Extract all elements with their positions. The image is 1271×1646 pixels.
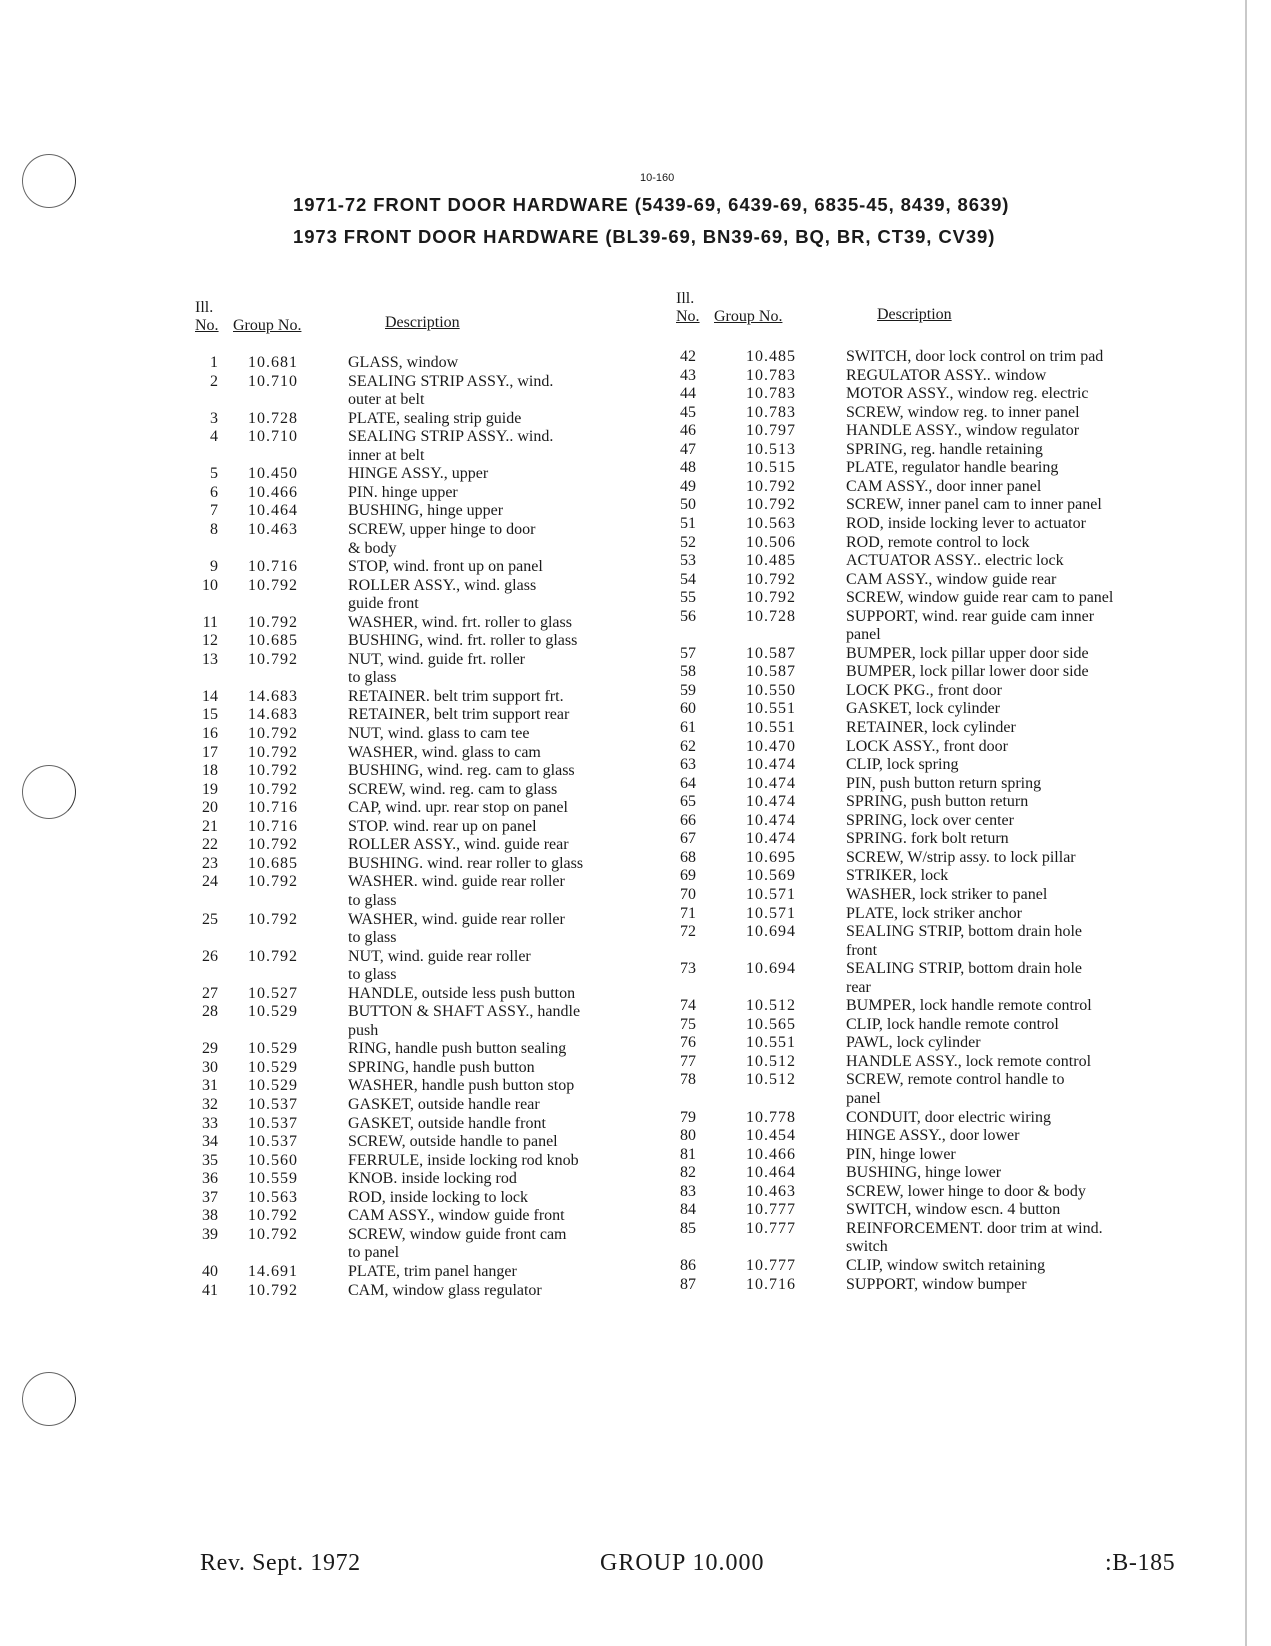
item-group-number: 10.571 xyxy=(746,904,796,922)
item-description: SEALING STRIP ASSY.. wind. xyxy=(348,428,554,446)
item-number: 85 xyxy=(680,1219,696,1237)
left-header-description: Description xyxy=(385,314,460,331)
item-number: 54 xyxy=(680,570,696,588)
item-description: LOCK PKG., front door xyxy=(846,681,1002,699)
page-edge-line xyxy=(1245,0,1247,1646)
item-description: SCREW, window reg. to inner panel xyxy=(846,403,1080,421)
item-group-number: 10.777 xyxy=(746,1256,796,1274)
item-group-number: 10.681 xyxy=(248,354,298,371)
item-group-number: 10.792 xyxy=(248,836,298,854)
item-description: SEALING STRIP ASSY., wind. xyxy=(348,372,554,390)
item-number: 57 xyxy=(680,644,696,662)
item-group-number: 10.792 xyxy=(248,947,298,965)
item-group-number: 10.474 xyxy=(746,830,796,848)
item-description: BUSHING, wind. frt. roller to glass xyxy=(348,632,578,650)
item-group-number: 10.466 xyxy=(248,483,298,501)
item-number: 15 xyxy=(202,706,218,724)
item-group-number: 10.512 xyxy=(746,1071,796,1089)
item-description: SCREW, inner panel cam to inner panel xyxy=(846,496,1102,514)
item-group-number: 10.529 xyxy=(248,1040,298,1058)
item-number: 1 xyxy=(210,354,218,371)
footer-page-number: :B-185 xyxy=(1105,1550,1176,1576)
item-number: 76 xyxy=(680,1034,696,1052)
item-description: SWITCH, door lock control on trim pad xyxy=(846,348,1104,365)
item-number: 86 xyxy=(680,1256,696,1274)
item-description: MOTOR ASSY., window reg. electric xyxy=(846,385,1089,403)
item-description: SPRING. fork bolt return xyxy=(846,830,1009,848)
item-description: PLATE, sealing strip guide xyxy=(348,409,522,427)
item-group-number: 10.792 xyxy=(248,780,298,798)
item-number: 9 xyxy=(210,558,218,576)
item-description: FERRULE, inside locking rod knob xyxy=(348,1151,579,1169)
item-group-number: 10.551 xyxy=(746,1034,796,1052)
item-group-number: 10.792 xyxy=(248,650,298,668)
item-description: GASKET, lock cylinder xyxy=(846,700,1000,718)
item-description: BUMPER, lock pillar lower door side xyxy=(846,663,1089,681)
item-number: 10 xyxy=(202,576,218,594)
item-description-continued: rear xyxy=(846,978,871,996)
item-number: 26 xyxy=(202,947,218,965)
item-description-continued: switch xyxy=(846,1238,888,1256)
item-group-number: 10.513 xyxy=(746,440,796,458)
item-description: CAM ASSY., window guide front xyxy=(348,1207,565,1225)
item-number: 36 xyxy=(202,1170,218,1188)
item-description: RING, handle push button sealing xyxy=(348,1040,567,1058)
item-number: 12 xyxy=(202,632,218,650)
item-description: SCREW, upper hinge to door xyxy=(348,520,536,538)
item-description: CAM ASSY., window guide rear xyxy=(846,570,1057,588)
item-description: GASKET, outside handle rear xyxy=(348,1096,540,1113)
item-group-number: 10.777 xyxy=(746,1201,796,1219)
item-description: WASHER, handle push button stop xyxy=(348,1077,575,1095)
right-header-description: Description xyxy=(877,306,952,323)
item-group-number: 10.792 xyxy=(248,1281,298,1299)
item-description: PIN, push button return spring xyxy=(846,774,1042,792)
item-description: WASHER, wind. frt. roller to glass xyxy=(348,613,572,631)
item-group-number: 10.728 xyxy=(248,409,298,427)
item-description: KNOB. inside locking rod xyxy=(348,1170,517,1188)
item-number: 35 xyxy=(202,1151,218,1169)
item-number: 70 xyxy=(680,885,696,903)
item-description: SUPPORT, wind. rear guide cam inner xyxy=(846,607,1095,625)
item-group-number: 10.716 xyxy=(248,799,298,817)
item-group-number: 10.470 xyxy=(746,737,796,755)
item-description: RETAINER. belt trim support frt. xyxy=(348,687,564,705)
item-number: 75 xyxy=(680,1015,696,1033)
item-description: SCREW, remote control handle to xyxy=(846,1071,1065,1089)
item-group-number: 10.778 xyxy=(746,1108,796,1126)
item-description-continued: inner at belt xyxy=(348,446,425,464)
item-number: 78 xyxy=(680,1071,696,1089)
item-description: CLIP, window switch retaining xyxy=(846,1256,1046,1274)
item-number: 2 xyxy=(210,372,218,390)
item-group-number: 10.792 xyxy=(746,496,796,514)
item-number: 22 xyxy=(202,836,218,854)
header-ill-label: Ill. xyxy=(676,290,695,307)
item-description: BUSHING, hinge lower xyxy=(846,1164,1002,1182)
item-description: WASHER, wind. glass to cam xyxy=(348,743,541,761)
item-number: 84 xyxy=(680,1201,696,1219)
item-description-continued: to glass xyxy=(348,929,397,947)
item-group-number: 10.792 xyxy=(248,613,298,631)
item-description: PIN. hinge upper xyxy=(348,483,458,501)
item-number: 77 xyxy=(680,1052,696,1070)
item-group-number: 10.464 xyxy=(746,1164,796,1182)
item-number: 19 xyxy=(202,780,218,798)
item-group-number: 10.485 xyxy=(746,348,796,365)
item-group-number: 10.485 xyxy=(746,552,796,570)
item-group-number: 10.694 xyxy=(746,923,796,941)
item-group-number: 10.537 xyxy=(248,1096,298,1113)
item-number: 17 xyxy=(202,743,218,761)
item-number: 87 xyxy=(680,1275,696,1293)
item-description-continued: to glass xyxy=(348,669,397,687)
item-group-number: 10.728 xyxy=(746,607,796,625)
item-description: PAWL, lock cylinder xyxy=(846,1034,981,1052)
item-number: 39 xyxy=(202,1225,218,1243)
item-group-number: 10.792 xyxy=(248,873,298,891)
item-group-number: 10.792 xyxy=(746,570,796,588)
item-description: HANDLE, outside less push button xyxy=(348,984,576,1002)
item-group-number: 10.792 xyxy=(248,910,298,928)
item-number: 30 xyxy=(202,1058,218,1076)
item-number: 6 xyxy=(210,483,218,501)
item-description: ROLLER ASSY., wind. glass xyxy=(348,576,537,594)
item-number: 16 xyxy=(202,725,218,742)
item-description: STOP. wind. rear up on panel xyxy=(348,817,537,835)
item-number: 20 xyxy=(202,799,218,817)
item-description: PLATE, trim panel hanger xyxy=(348,1262,517,1280)
item-description: CONDUIT, door electric wiring xyxy=(846,1108,1051,1126)
item-number: 64 xyxy=(680,774,696,792)
item-group-number: 10.792 xyxy=(248,576,298,594)
item-group-number: 10.506 xyxy=(746,533,796,551)
item-group-number: 10.529 xyxy=(248,1058,298,1076)
item-description: WASHER, lock striker to panel xyxy=(846,885,1048,903)
item-description: BUTTON & SHAFT ASSY., handle xyxy=(348,1003,581,1021)
item-group-number: 10.529 xyxy=(248,1077,298,1095)
binder-hole-middle xyxy=(22,765,76,819)
item-group-number: 10.529 xyxy=(248,1003,298,1021)
item-description-continued: panel xyxy=(846,1090,881,1107)
item-group-number: 10.559 xyxy=(248,1170,298,1188)
item-group-number: 14.691 xyxy=(248,1262,298,1280)
item-number: 71 xyxy=(680,904,696,922)
item-description: CLIP, lock spring xyxy=(846,756,959,774)
item-number: 18 xyxy=(202,762,218,780)
item-group-number: 10.797 xyxy=(746,422,796,440)
item-description: BUSHING, hinge upper xyxy=(348,502,504,520)
item-number: 43 xyxy=(680,366,696,384)
item-group-number: 10.716 xyxy=(248,558,298,576)
item-number: 34 xyxy=(202,1133,218,1151)
item-group-number: 10.710 xyxy=(248,428,298,446)
item-number: 67 xyxy=(680,830,696,848)
item-number: 11 xyxy=(202,613,218,631)
page-title-line-1: 1971-72 FRONT DOOR HARDWARE (5439-69, 6439-69, 6835-45, 8439, 8639) xyxy=(293,194,1010,215)
item-description: SCREW, window guide front cam xyxy=(348,1225,567,1243)
item-group-number: 10.512 xyxy=(746,997,796,1015)
item-group-number: 10.569 xyxy=(746,867,796,885)
item-number: 58 xyxy=(680,663,696,681)
page-code: 10-160 xyxy=(640,172,675,184)
item-description-continued: push xyxy=(348,1021,379,1039)
item-number: 37 xyxy=(202,1188,218,1206)
item-description: ROD, inside locking to lock xyxy=(348,1188,528,1206)
item-number: 21 xyxy=(202,817,218,835)
item-description: SPRING, reg. handle retaining xyxy=(846,440,1043,458)
item-description: REGULATOR ASSY.. window xyxy=(846,366,1047,384)
item-description-continued: to glass xyxy=(348,966,397,984)
item-group-number: 10.694 xyxy=(746,960,796,978)
item-number: 72 xyxy=(680,923,696,941)
item-number: 23 xyxy=(202,854,218,872)
item-group-number: 10.710 xyxy=(248,372,298,390)
item-number: 60 xyxy=(680,700,696,718)
item-description: NUT, wind. guide rear roller xyxy=(348,947,531,965)
item-description: SCREW, W/strip assy. to lock pillar xyxy=(846,848,1076,866)
item-number: 50 xyxy=(680,496,696,514)
item-description: NUT, wind. guide frt. roller xyxy=(348,650,525,668)
item-number: 4 xyxy=(210,428,218,446)
item-number: 33 xyxy=(202,1114,218,1132)
item-description: CAM, window glass regulator xyxy=(348,1281,542,1299)
item-description: HANDLE ASSY., window regulator xyxy=(846,422,1080,440)
item-number: 79 xyxy=(680,1108,696,1126)
item-description: PLATE, regulator handle bearing xyxy=(846,459,1059,477)
item-number: 24 xyxy=(202,873,218,891)
left-header-ill xyxy=(195,299,219,335)
item-group-number: 10.716 xyxy=(746,1275,796,1293)
item-number: 13 xyxy=(202,650,218,668)
item-number: 56 xyxy=(680,607,696,625)
item-number: 53 xyxy=(680,552,696,570)
item-group-number: 10.716 xyxy=(248,817,298,835)
item-group-number: 10.550 xyxy=(746,681,796,699)
item-group-number: 10.454 xyxy=(746,1127,796,1145)
item-number: 46 xyxy=(680,422,696,440)
item-number: 31 xyxy=(202,1077,218,1095)
item-group-number: 10.792 xyxy=(248,1225,298,1243)
item-description-continued: outer at belt xyxy=(348,391,425,409)
item-group-number: 10.563 xyxy=(746,514,796,532)
item-group-number: 10.466 xyxy=(746,1145,796,1163)
item-description: SEALING STRIP, bottom drain hole xyxy=(846,923,1082,941)
item-number: 74 xyxy=(680,997,696,1015)
item-description-continued: guide front xyxy=(348,595,419,613)
item-description: CAP, wind. upr. rear stop on panel xyxy=(348,799,568,817)
item-description-continued: front xyxy=(846,941,878,959)
item-number: 5 xyxy=(210,465,218,483)
item-group-number: 10.474 xyxy=(746,811,796,829)
item-number: 62 xyxy=(680,737,696,755)
item-description: SPRING, push button return xyxy=(846,793,1029,811)
page-title-line-2: 1973 FRONT DOOR HARDWARE (BL39-69, BN39-69, BQ, BR, CT39, CV39) xyxy=(293,226,996,247)
item-description-continued: panel xyxy=(846,626,881,644)
item-number: 42 xyxy=(680,348,696,365)
header-no-label: No. xyxy=(676,308,700,325)
item-number: 29 xyxy=(202,1040,218,1058)
item-group-number: 14.683 xyxy=(248,706,298,724)
item-description: RETAINER, lock cylinder xyxy=(846,719,1016,736)
item-group-number: 10.792 xyxy=(746,477,796,495)
item-number: 27 xyxy=(202,984,218,1002)
binder-hole-top xyxy=(22,154,76,208)
item-group-number: 10.560 xyxy=(248,1151,298,1169)
item-description: NUT, wind. glass to cam tee xyxy=(348,725,530,742)
item-number: 52 xyxy=(680,533,696,551)
item-group-number: 10.527 xyxy=(248,984,298,1002)
item-group-number: 10.792 xyxy=(248,762,298,780)
item-number: 63 xyxy=(680,756,696,774)
item-description: WASHER, wind. guide rear roller xyxy=(348,910,565,928)
item-description: BUMPER, lock handle remote control xyxy=(846,997,1092,1015)
item-number: 40 xyxy=(202,1262,218,1280)
item-number: 48 xyxy=(680,459,696,477)
footer-group: GROUP 10.000 xyxy=(600,1550,765,1576)
item-description: ROLLER ASSY., wind. guide rear xyxy=(348,836,569,854)
item-group-number: 10.695 xyxy=(746,848,796,866)
item-group-number: 10.777 xyxy=(746,1219,796,1237)
item-description: SEALING STRIP, bottom drain hole xyxy=(846,960,1082,978)
item-description: RETAINER, belt trim support rear xyxy=(348,706,570,724)
item-description: LOCK ASSY., front door xyxy=(846,737,1008,755)
item-number: 47 xyxy=(680,440,696,458)
item-description: SCREW, wind. reg. cam to glass xyxy=(348,780,558,798)
footer-revision: Rev. Sept. 1972 xyxy=(200,1550,361,1576)
item-description: SWITCH, window escn. 4 button xyxy=(846,1201,1061,1219)
item-group-number: 10.512 xyxy=(746,1052,796,1070)
item-group-number: 10.685 xyxy=(248,854,298,872)
item-number: 65 xyxy=(680,793,696,811)
item-group-number: 10.450 xyxy=(248,465,298,483)
item-description: HINGE ASSY., upper xyxy=(348,465,489,483)
item-description: ROD, remote control to lock xyxy=(846,533,1030,551)
item-group-number: 10.551 xyxy=(746,719,796,736)
item-group-number: 10.783 xyxy=(746,403,796,421)
item-description: SPRING, lock over center xyxy=(846,811,1014,829)
item-description: STRIKER, lock xyxy=(846,867,949,885)
item-group-number: 10.464 xyxy=(248,502,298,520)
item-number: 3 xyxy=(210,409,218,427)
item-description: PIN, hinge lower xyxy=(846,1145,956,1163)
item-group-number: 10.783 xyxy=(746,385,796,403)
item-number: 66 xyxy=(680,811,696,829)
item-number: 28 xyxy=(202,1003,218,1021)
item-description: BUMPER, lock pillar upper door side xyxy=(846,644,1089,662)
item-number: 73 xyxy=(680,960,696,978)
item-description: SCREW, window guide rear cam to panel xyxy=(846,589,1114,607)
item-group-number: 10.474 xyxy=(746,756,796,774)
item-group-number: 10.463 xyxy=(746,1182,796,1200)
item-group-number: 10.563 xyxy=(248,1188,298,1206)
item-number: 41 xyxy=(202,1281,218,1299)
item-description: HANDLE ASSY., lock remote control xyxy=(846,1052,1092,1070)
item-group-number: 10.792 xyxy=(746,589,796,607)
item-description-continued: & body xyxy=(348,539,397,557)
item-description-continued: to panel xyxy=(348,1244,400,1262)
item-number: 69 xyxy=(680,867,696,885)
item-description: WASHER. wind. guide rear roller xyxy=(348,873,565,891)
item-number: 82 xyxy=(680,1164,696,1182)
item-group-number: 10.474 xyxy=(746,793,796,811)
right-header-group-no: Group No. xyxy=(714,308,783,325)
item-description: HINGE ASSY., door lower xyxy=(846,1127,1020,1145)
item-number: 80 xyxy=(680,1127,696,1145)
item-group-number: 10.537 xyxy=(248,1133,298,1151)
item-number: 68 xyxy=(680,848,696,866)
item-group-number: 14.683 xyxy=(248,687,298,705)
item-number: 83 xyxy=(680,1182,696,1200)
item-description: ACTUATOR ASSY.. electric lock xyxy=(846,552,1064,570)
item-description-continued: to glass xyxy=(348,891,397,909)
header-ill-label: Ill. xyxy=(195,299,214,316)
item-number: 49 xyxy=(680,477,696,495)
item-group-number: 10.792 xyxy=(248,725,298,742)
item-description: ROD, inside locking lever to actuator xyxy=(846,514,1086,532)
item-group-number: 10.474 xyxy=(746,774,796,792)
item-group-number: 10.792 xyxy=(248,1207,298,1225)
right-header-ill xyxy=(676,290,700,326)
item-group-number: 10.515 xyxy=(746,459,796,477)
item-group-number: 10.685 xyxy=(248,632,298,650)
item-description: REINFORCEMENT. door trim at wind. xyxy=(846,1219,1103,1237)
item-group-number: 10.565 xyxy=(746,1015,796,1033)
item-group-number: 10.587 xyxy=(746,663,796,681)
item-group-number: 10.792 xyxy=(248,743,298,761)
item-number: 7 xyxy=(210,502,218,520)
item-description: BUSHING. wind. rear roller to glass xyxy=(348,854,584,872)
item-group-number: 10.783 xyxy=(746,366,796,384)
left-header-group-no: Group No. xyxy=(233,317,302,334)
item-number: 32 xyxy=(202,1096,218,1113)
item-description: BUSHING, wind. reg. cam to glass xyxy=(348,762,575,780)
item-description: SCREW, lower hinge to door & body xyxy=(846,1182,1086,1200)
item-group-number: 10.551 xyxy=(746,700,796,718)
item-group-number: 10.537 xyxy=(248,1114,298,1132)
item-number: 61 xyxy=(680,719,696,736)
item-number: 14 xyxy=(202,687,218,705)
item-number: 8 xyxy=(210,520,218,538)
item-description: STOP, wind. front up on panel xyxy=(348,558,543,576)
item-description: SPRING, handle push button xyxy=(348,1058,535,1076)
item-number: 45 xyxy=(680,403,696,421)
item-number: 59 xyxy=(680,681,696,699)
item-description: PLATE, lock striker anchor xyxy=(846,904,1022,922)
item-number: 55 xyxy=(680,589,696,607)
header-no-label: No. xyxy=(195,317,219,334)
item-number: 44 xyxy=(680,385,696,403)
item-group-number: 10.587 xyxy=(746,644,796,662)
item-number: 81 xyxy=(680,1145,696,1163)
item-group-number: 10.463 xyxy=(248,520,298,538)
item-group-number: 10.571 xyxy=(746,885,796,903)
item-description: GLASS, window xyxy=(348,354,459,371)
item-description: GASKET, outside handle front xyxy=(348,1114,546,1132)
item-description: CLIP, lock handle remote control xyxy=(846,1015,1059,1033)
item-number: 51 xyxy=(680,514,696,532)
binder-hole-bottom xyxy=(22,1372,76,1426)
item-description: CAM ASSY., door inner panel xyxy=(846,477,1042,495)
item-description: SCREW, outside handle to panel xyxy=(348,1133,558,1151)
item-number: 38 xyxy=(202,1207,218,1225)
item-number: 25 xyxy=(202,910,218,928)
item-description: SUPPORT, window bumper xyxy=(846,1275,1027,1293)
